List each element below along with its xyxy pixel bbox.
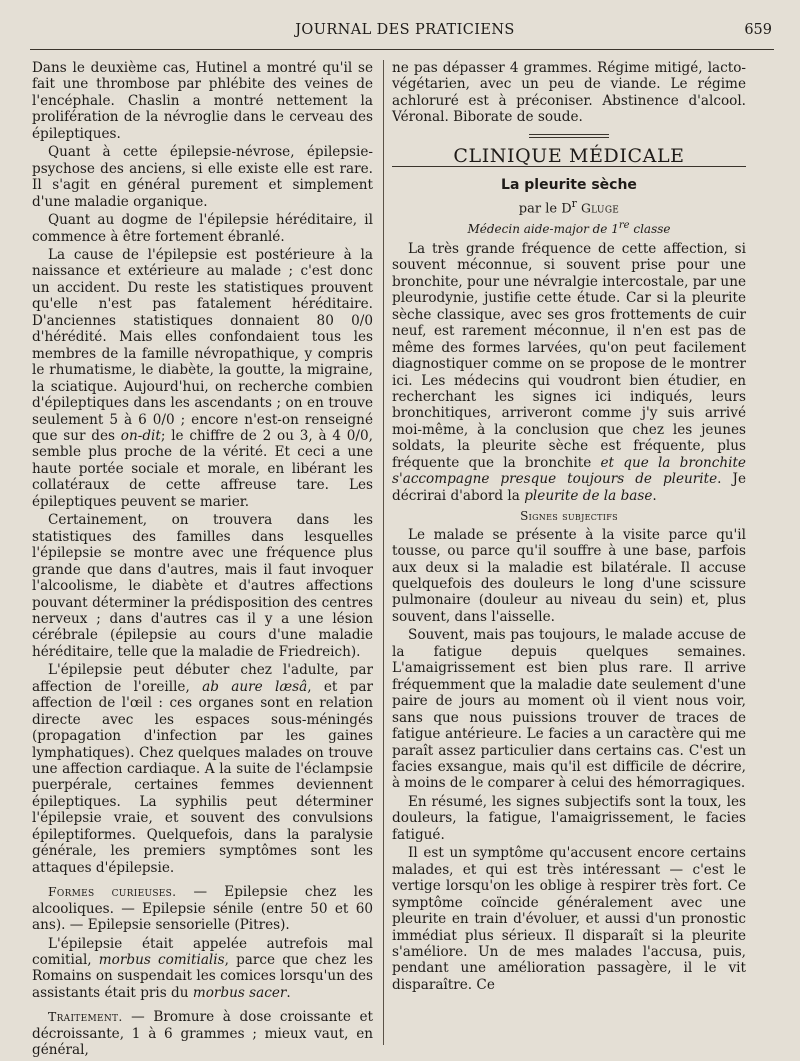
italic-text: morbus comitialis <box>98 952 225 969</box>
journal-title: JOURNAL DES PRATICIENS <box>295 22 515 38</box>
italic-text: on-dit <box>120 427 161 444</box>
italic-text: pleurite de la base <box>524 487 653 504</box>
text-run: L'épilepsie était appelée autrefois mal comitial, <box>32 935 373 969</box>
text-run: — Epilepsie chez les alcooliques. — Epilepsie sénile (entre 50 et 60 ans). — Epilepsie sensorielle (Pitres). <box>32 884 373 934</box>
paragraph <box>32 936 373 1002</box>
text-run: La très grande fréquence de cette affection, si souvent méconnue, si souvent prise pour une bronchite, pour une névralgie intercostale, par une pleurodynie, justifie cette étude. Car si la pleurite sèche classique, avec ses gros frottements de cuir neuf, est rarement méconnue, il n'en est pas de même des formes larvées, qu'on peut facilement diagnostiquer comme on se propose de le montrer ici. Les médecins qui voudront bien étudier, en recherchant les signes ici indiqués, leurs bronchitiques, arriveront comme j'y suis arrivé moi-même, à la conclusion que chez les jeunes soldats, la pleurite sèche est fréquente, plus fréquente que la bronchite <box>392 240 746 471</box>
italic-text: ab aure læsâ <box>202 678 308 695</box>
paragraph: Souvent, mais pas toujours, le malade accuse de la fatigue depuis quelques semaines. L'amaigrissement est bien plus rare. Il arrive fréquemment que la maladie date seulement d'une paire de jours au moment où il vient nous voir, sans que nous puissions trouver de traces de fatigue antérieure. Le facies a un caractère qui me paraît assez particulier dans certains cas. C'est un facies exsangue, mais qu'il est difficile de décrire, à moins de le comparer à celui des hémorragiques. <box>392 627 746 792</box>
paragraph: Certainement, on trouvera dans les statistiques des familles dans lesquelles l'épilepsie se montre avec une fréquence plus grande que dans d'autres, mais il faut invoquer l'alcoolisme, le diabète et d'autres affections pouvant déterminer la prédisposition des centres nerveux ; dans d'autres cas il y a une lésion cérébrale (épilepsie au cours d'une maladie héréditaire, telle que la maladie de Friedreich). <box>32 512 373 660</box>
author-role <box>392 218 746 237</box>
section-title: CLINIQUE MÉDICALE <box>453 144 685 167</box>
text-run: L'épilepsie peut débuter chez l'adulte, par affection de l'oreille, <box>32 662 373 695</box>
paragraph <box>32 247 373 510</box>
paragraph: Quant au dogme de l'épilepsie héréditaire, il commence à être fortement ébranlé. <box>32 212 373 245</box>
column-divider <box>383 60 384 1045</box>
author-name: Gluge <box>580 200 620 216</box>
paragraph: Dans le deuxième cas, Hutinel a montré qu'il se fait une thrombose par phlébite des veines de l'encéphale. Chaslin a montré nettement la prolifération de la névroglie dans le cerveau des épileptiques. <box>32 60 373 142</box>
byline-prefix: par le D <box>518 201 572 217</box>
section-label: Traitement. <box>48 1009 123 1025</box>
separator-rule <box>529 134 609 138</box>
subsection-title: Signes subjectifs <box>520 509 618 524</box>
right-column <box>392 60 746 995</box>
text-run: ; le chiffre de 2 ou 3, à 4 0/0, semble plus proche de la vérité. Et ceci a une haute portée sociale et morale, en libérant les collatéraux de cette affreuse tare. Les épileptiques peuvent se marier. <box>32 427 373 510</box>
text-run: , parce que chez les Romains on suspendait les comices lorsqu'un des assistants était pris du <box>32 952 373 1001</box>
paragraph: Le malade se présente à la visite parce qu'il tousse, ou parce qu'il souffre à une base, parfois aux deux si la maladie est bilatérale. Il accuse quelquefois des douleurs le long d'une scissure pulmonaire (douleur au niveau du sein) et, plus souvent, dans l'aisselle. <box>392 526 746 625</box>
italic-text: et que la bronchite s'accompagne presque toujours de pleurite <box>392 454 746 488</box>
paragraph: Quant à cette épilepsie-névrose, épilepsie-psychose des anciens, si elle existe elle est rare. Il s'agit en général purement et simplement d'une maladie organique. <box>32 144 373 210</box>
paragraph <box>32 1009 373 1058</box>
byline-superscript: r <box>571 196 577 210</box>
article-title: La pleurite sèche <box>501 177 637 194</box>
text-run: . Je décrirai d'abord la <box>392 471 746 504</box>
paragraph <box>32 662 373 876</box>
text-run: , et par affection de l'œil : ces organes sont en relation directe avec les espaces sous-méningés (propagation d'infection par les gaines lymphatiques). Chez quelques malades on trouve une affection cardiaque. A la suite de l'éclampsie puerpérale, certaines femmes deviennent épileptiques. La syphilis peut déterminer l'épilepsie vraie, et souvent des convulsions épileptiformes. Quelquefois, dans la paralysie générale, les premiers symptômes sont les attaques d'épilepsie. <box>32 678 373 876</box>
left-column <box>32 60 373 1061</box>
role-superscript: re <box>618 219 630 231</box>
section-label: Formes curieuses. <box>48 884 177 900</box>
paragraph: ne pas dépasser 4 grammes. Régime mitigé, lacto-végétarien, avec un peu de viande. Le régime achloruré est à préconiser. Abstinence d'alcool. Véronal. Biborate de soude. <box>392 60 746 126</box>
paragraph <box>32 884 373 933</box>
text-run: La cause de l'épilepsie est postérieure à la naissance et extérieure au malade ; c'est donc un accident. Du reste les statistiques prouvent qu'elle n'est pas fatalement héréditaire. D'anciennes statistiques donnaient 80 0/0 d'hérédité. Mais elles confondaient tous les membres de la famille névropathique, y compris le rhumatisme, le diabète, la goutte, la migraine, la sciatique. Aujourd'hui, on recherche combien d'épileptiques dans les ascendants ; on en trouve seulement 5 à 6 0/0 ; encore n'est-on renseigné que sur des <box>32 246 373 444</box>
text-run: . <box>652 487 657 504</box>
paragraph: En résumé, les signes subjectifs sont la toux, les douleurs, la fatigue, l'amaigrissement, le facies fatigué. <box>392 793 746 843</box>
role-text: classe <box>629 221 671 236</box>
page-number: 659 <box>744 22 772 38</box>
text-run: . <box>286 984 291 1001</box>
paragraph <box>392 241 746 504</box>
header-rule <box>30 49 774 50</box>
role-text: Médecin aide-major de 1 <box>467 221 619 236</box>
page-header <box>30 22 780 48</box>
byline <box>392 196 746 218</box>
text-run: — Bromure à dose croissante et décroissante, 1 à 6 grammes ; mieux vaut, en général, <box>32 1009 373 1059</box>
italic-text: morbus sacer <box>192 984 287 1001</box>
paragraph: Il est un symptôme qu'accusent encore certains malades, et qui est très intéressant — c'est le vertige lorsqu'on les oblige à respirer très fort. Ce symptôme coïncide généralement avec une pleurite en train d'évoluer, et aussi d'un pronostic immédiat plus sérieux. Il disparaît si la pleurite s'améliore. Un de mes malades l'accusa, puis, pendant une amélioration passagère, il le vit disparaître. Ce <box>392 845 746 993</box>
